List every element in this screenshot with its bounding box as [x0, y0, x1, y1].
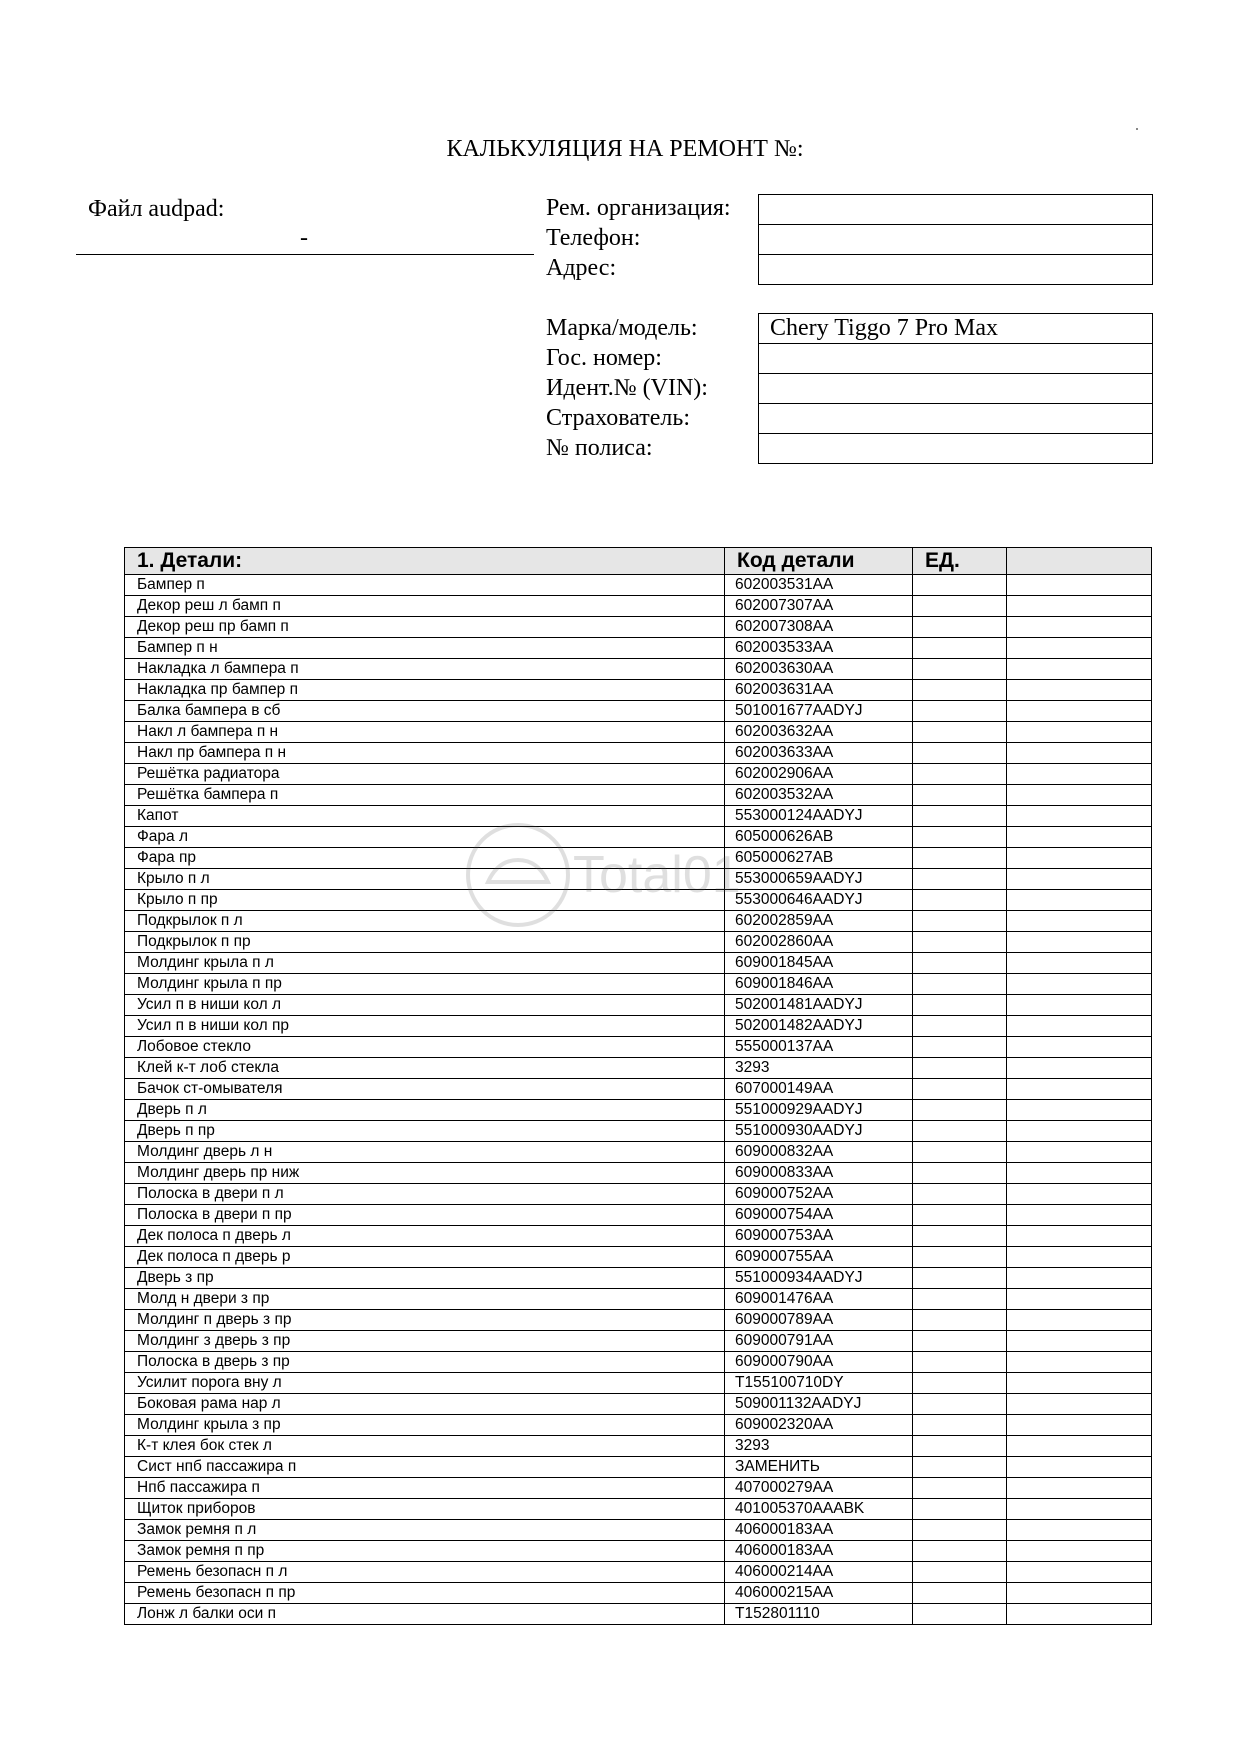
table-row: [125, 1289, 1152, 1310]
table-row: [125, 995, 1152, 1016]
part-name-cell: Молдинг дверь л н: [125, 1142, 725, 1163]
unit-cell: [913, 1226, 1007, 1247]
extra-cell: [1007, 1079, 1152, 1100]
extra-cell: [1007, 1541, 1152, 1562]
unit-cell: [913, 638, 1007, 659]
part-code-cell: 609000755AA: [725, 1247, 913, 1268]
extra-cell: [1007, 953, 1152, 974]
file-underline: [76, 254, 534, 255]
file-label: Файл audpad:: [88, 196, 225, 222]
part-code-cell: 602003633AA: [725, 743, 913, 764]
part-code-cell: 609001846AA: [725, 974, 913, 995]
table-body: [125, 575, 1152, 1625]
part-code-cell: 502001482AADYJ: [725, 1016, 913, 1037]
org-fields: [758, 194, 1153, 285]
table-row: [125, 575, 1152, 596]
vehicle-fields: [758, 313, 1153, 464]
org-labels: [546, 193, 731, 283]
unit-cell: [913, 1352, 1007, 1373]
table-row: [125, 1520, 1152, 1541]
vehicle-label-plate: Гос. номер:: [546, 345, 662, 371]
extra-cell: [1007, 1394, 1152, 1415]
part-name-cell: Молдинг п дверь з пр: [125, 1310, 725, 1331]
extra-cell: [1007, 869, 1152, 890]
table-header-row: [125, 548, 1152, 575]
part-name-cell: Замок ремня п л: [125, 1520, 725, 1541]
policy-field: [759, 433, 1152, 463]
extra-cell: [1007, 1310, 1152, 1331]
extra-cell: [1007, 1562, 1152, 1583]
part-code-cell: 602002860AA: [725, 932, 913, 953]
part-code-cell: 602003631AA: [725, 680, 913, 701]
part-name-cell: Бампер п н: [125, 638, 725, 659]
repair-org-field: [759, 195, 1152, 224]
part-code-cell: ЗАМЕНИТЬ: [725, 1457, 913, 1478]
unit-cell: [913, 1394, 1007, 1415]
unit-cell: [913, 659, 1007, 680]
unit-cell: [913, 1268, 1007, 1289]
part-name-cell: Ремень безопасн п пр: [125, 1583, 725, 1604]
table-row: [125, 1415, 1152, 1436]
unit-cell: [913, 722, 1007, 743]
table-row: [125, 1142, 1152, 1163]
insured-field: [759, 403, 1152, 433]
unit-cell: [913, 1478, 1007, 1499]
part-name-cell: Капот: [125, 806, 725, 827]
unit-cell: [913, 1310, 1007, 1331]
unit-cell: [913, 1184, 1007, 1205]
part-name-cell: Дверь з пр: [125, 1268, 725, 1289]
table-row: [125, 974, 1152, 995]
part-code-cell: 605000627AB: [725, 848, 913, 869]
extra-cell: [1007, 1205, 1152, 1226]
extra-cell: [1007, 638, 1152, 659]
extra-cell: [1007, 1352, 1152, 1373]
extra-cell: [1007, 764, 1152, 785]
extra-cell: [1007, 722, 1152, 743]
extra-cell: [1007, 1289, 1152, 1310]
part-name-cell: Декор реш л бамп п: [125, 596, 725, 617]
extra-cell: [1007, 1478, 1152, 1499]
table-row: [125, 806, 1152, 827]
table-row: [125, 680, 1152, 701]
vehicle-label-model: Марка/модель:: [546, 315, 698, 341]
table-row: [125, 827, 1152, 848]
part-name-cell: Дверь п пр: [125, 1121, 725, 1142]
table-row: [125, 1016, 1152, 1037]
extra-cell: [1007, 1058, 1152, 1079]
part-name-cell: Подкрылок п пр: [125, 932, 725, 953]
part-name-cell: Лобовое стекло: [125, 1037, 725, 1058]
vehicle-labels: [546, 313, 708, 463]
extra-cell: [1007, 1457, 1152, 1478]
page-title: КАЛЬКУЛЯЦИЯ НА РЕМОНТ №:: [446, 136, 804, 162]
extra-cell: [1007, 1331, 1152, 1352]
table-row: [125, 1331, 1152, 1352]
unit-cell: [913, 1142, 1007, 1163]
table-row: [125, 1163, 1152, 1184]
table-row: [125, 1100, 1152, 1121]
extra-cell: [1007, 1520, 1152, 1541]
table-row: [125, 1562, 1152, 1583]
extra-cell: [1007, 974, 1152, 995]
unit-cell: [913, 1436, 1007, 1457]
part-code-cell: 602003533AA: [725, 638, 913, 659]
table-row: [125, 596, 1152, 617]
extra-cell: [1007, 848, 1152, 869]
watermark-text: Total01: [573, 846, 741, 904]
part-code-cell: 406000183AA: [725, 1520, 913, 1541]
part-name-cell: Сист нпб пассажира п: [125, 1457, 725, 1478]
unit-cell: [913, 701, 1007, 722]
part-code-cell: 609000832AA: [725, 1142, 913, 1163]
table-row: [125, 1310, 1152, 1331]
unit-cell: [913, 911, 1007, 932]
table-row: [125, 785, 1152, 806]
extra-cell: [1007, 1604, 1152, 1625]
part-name-cell: Подкрылок п л: [125, 911, 725, 932]
part-name-cell: Молдинг з дверь з пр: [125, 1331, 725, 1352]
unit-cell: [913, 1079, 1007, 1100]
part-name-cell: Полоска в двери п л: [125, 1184, 725, 1205]
part-code-cell: 551000934AADYJ: [725, 1268, 913, 1289]
extra-cell: [1007, 617, 1152, 638]
table-row: [125, 1037, 1152, 1058]
part-code-cell: 607000149AA: [725, 1079, 913, 1100]
unit-cell: [913, 1016, 1007, 1037]
extra-cell: [1007, 806, 1152, 827]
extra-cell: [1007, 911, 1152, 932]
plate-field: [759, 343, 1152, 373]
part-code-cell: 602003630AA: [725, 659, 913, 680]
unit-cell: [913, 869, 1007, 890]
table-row: [125, 932, 1152, 953]
extra-cell: [1007, 1163, 1152, 1184]
org-label-address: Адрес:: [546, 255, 617, 281]
part-name-cell: Крыло п пр: [125, 890, 725, 911]
table-row: [125, 1058, 1152, 1079]
unit-cell: [913, 1058, 1007, 1079]
unit-cell: [913, 1604, 1007, 1625]
extra-cell: [1007, 995, 1152, 1016]
part-code-cell: 602003531AA: [725, 575, 913, 596]
unit-cell: [913, 1331, 1007, 1352]
unit-cell: [913, 1205, 1007, 1226]
table-row: [125, 1541, 1152, 1562]
part-code-cell: 553000646AADYJ: [725, 890, 913, 911]
unit-cell: [913, 743, 1007, 764]
part-name-cell: Решётка радиатора: [125, 764, 725, 785]
unit-cell: [913, 1100, 1007, 1121]
table-row: [125, 1499, 1152, 1520]
part-code-cell: 406000214AA: [725, 1562, 913, 1583]
table-row: [125, 1457, 1152, 1478]
part-name-cell: Боковая рама нар л: [125, 1394, 725, 1415]
extra-cell: [1007, 785, 1152, 806]
part-name-cell: Усил п в ниши кол л: [125, 995, 725, 1016]
unit-cell: [913, 806, 1007, 827]
extra-cell: [1007, 596, 1152, 617]
unit-cell: [913, 1457, 1007, 1478]
part-code-cell: 401005370AAABK: [725, 1499, 913, 1520]
part-code-cell: 609000790AA: [725, 1352, 913, 1373]
unit-cell: [913, 932, 1007, 953]
unit-cell: [913, 827, 1007, 848]
unit-cell: [913, 764, 1007, 785]
part-name-cell: Ремень безопасн п л: [125, 1562, 725, 1583]
part-code-cell: 502001481AADYJ: [725, 995, 913, 1016]
part-name-cell: Молд н двери з пр: [125, 1289, 725, 1310]
table-row: [125, 638, 1152, 659]
part-code-cell: 602002906AA: [725, 764, 913, 785]
part-code-cell: 406000183AA: [725, 1541, 913, 1562]
part-name-cell: Нпб пассажира п: [125, 1478, 725, 1499]
extra-cell: [1007, 1142, 1152, 1163]
unit-cell: [913, 1541, 1007, 1562]
vehicle-label-policy: № полиса:: [546, 435, 653, 461]
table-row: [125, 890, 1152, 911]
part-code-cell: 602007308AA: [725, 617, 913, 638]
part-name-cell: Полоска в двери п пр: [125, 1205, 725, 1226]
part-name-cell: Клей к-т лоб стекла: [125, 1058, 725, 1079]
unit-cell: [913, 1247, 1007, 1268]
part-name-cell: Накл л бампера п н: [125, 722, 725, 743]
part-name-cell: Щиток приборов: [125, 1499, 725, 1520]
part-code-cell: 609000754AA: [725, 1205, 913, 1226]
unit-cell: [913, 1121, 1007, 1142]
table-row: [125, 1352, 1152, 1373]
part-code-cell: 553000124AADYJ: [725, 806, 913, 827]
part-code-cell: 555000137AA: [725, 1037, 913, 1058]
part-name-cell: Молдинг крыла п пр: [125, 974, 725, 995]
unit-cell: [913, 995, 1007, 1016]
table-row: [125, 1121, 1152, 1142]
part-name-cell: Накладка пр бампер п: [125, 680, 725, 701]
part-code-cell: 609001845AA: [725, 953, 913, 974]
vehicle-label-insured: Страхователь:: [546, 405, 690, 431]
part-name-cell: К-т клея бок стек л: [125, 1436, 725, 1457]
org-label-phone: Телефон:: [546, 225, 641, 251]
table-row: [125, 953, 1152, 974]
unit-cell: [913, 848, 1007, 869]
part-name-cell: Молдинг дверь пр ниж: [125, 1163, 725, 1184]
part-name-cell: Бампер п: [125, 575, 725, 596]
part-code-cell: 553000659AADYJ: [725, 869, 913, 890]
part-code-cell: 602007307AA: [725, 596, 913, 617]
phone-field: [759, 224, 1152, 254]
unit-cell: [913, 1289, 1007, 1310]
unit-cell: [913, 1499, 1007, 1520]
table-row: [125, 1247, 1152, 1268]
table-row: [125, 848, 1152, 869]
part-name-cell: Бачок ст-омывателя: [125, 1079, 725, 1100]
unit-cell: [913, 680, 1007, 701]
unit-cell: [913, 1037, 1007, 1058]
table-row: [125, 1079, 1152, 1100]
table-row: [125, 764, 1152, 785]
part-name-cell: Молдинг крыла з пр: [125, 1415, 725, 1436]
unit-cell: [913, 1520, 1007, 1541]
part-code-cell: 509001132AADYJ: [725, 1394, 913, 1415]
part-name-cell: Усил п в ниши кол пр: [125, 1016, 725, 1037]
extra-cell: [1007, 701, 1152, 722]
unit-cell: [913, 1583, 1007, 1604]
extra-cell: [1007, 827, 1152, 848]
parts-table: [124, 547, 1152, 1625]
part-code-cell: 602003532AA: [725, 785, 913, 806]
table-row: [125, 869, 1152, 890]
table-row: [125, 1394, 1152, 1415]
part-name-cell: Лонж л балки оси п: [125, 1604, 725, 1625]
file-value: -: [300, 225, 308, 251]
part-code-cell: 609000789AA: [725, 1310, 913, 1331]
table-row: [125, 1226, 1152, 1247]
part-code-cell: T152801110: [725, 1604, 913, 1625]
unit-cell: [913, 596, 1007, 617]
part-code-cell: 3293: [725, 1058, 913, 1079]
unit-cell: [913, 974, 1007, 995]
vehicle-label-vin: Идент.№ (VIN):: [546, 375, 708, 401]
unit-cell: [913, 890, 1007, 911]
part-name-cell: Дек полоса п дверь л: [125, 1226, 725, 1247]
unit-cell: [913, 953, 1007, 974]
extra-cell: [1007, 1184, 1152, 1205]
extra-cell: [1007, 1247, 1152, 1268]
part-code-cell: 605000626AB: [725, 827, 913, 848]
table-row: [125, 701, 1152, 722]
unit-cell: [913, 1373, 1007, 1394]
header-part-code: Код детали: [725, 548, 913, 575]
part-code-cell: T155100710DY: [725, 1373, 913, 1394]
extra-cell: [1007, 1268, 1152, 1289]
part-code-cell: 551000930AADYJ: [725, 1121, 913, 1142]
extra-cell: [1007, 575, 1152, 596]
extra-cell: [1007, 1583, 1152, 1604]
table-row: [125, 722, 1152, 743]
org-label-repair-org: Рем. организация:: [546, 195, 731, 221]
part-name-cell: Полоска в дверь з пр: [125, 1352, 725, 1373]
part-name-cell: Накладка л бампера п: [125, 659, 725, 680]
table-row: [125, 743, 1152, 764]
extra-cell: [1007, 932, 1152, 953]
extra-cell: [1007, 1415, 1152, 1436]
part-name-cell: Фара л: [125, 827, 725, 848]
extra-cell: [1007, 1226, 1152, 1247]
table-row: [125, 1604, 1152, 1625]
part-name-cell: Крыло п л: [125, 869, 725, 890]
vin-field: [759, 373, 1152, 403]
extra-cell: [1007, 1121, 1152, 1142]
part-code-cell: 609002320AA: [725, 1415, 913, 1436]
part-code-cell: 609000791AA: [725, 1331, 913, 1352]
part-code-cell: 602003632AA: [725, 722, 913, 743]
part-name-cell: Молдинг крыла п л: [125, 953, 725, 974]
part-code-cell: 406000215AA: [725, 1583, 913, 1604]
part-name-cell: Дек полоса п дверь р: [125, 1247, 725, 1268]
unit-cell: [913, 1163, 1007, 1184]
extra-cell: [1007, 1037, 1152, 1058]
extra-cell: [1007, 890, 1152, 911]
address-field: [759, 254, 1152, 284]
table-row: [125, 1478, 1152, 1499]
part-name-cell: Дверь п л: [125, 1100, 725, 1121]
extra-cell: [1007, 659, 1152, 680]
part-code-cell: 609000833AA: [725, 1163, 913, 1184]
part-name-cell: Накл пр бампера п н: [125, 743, 725, 764]
part-code-cell: 551000929AADYJ: [725, 1100, 913, 1121]
part-name-cell: Фара пр: [125, 848, 725, 869]
extra-cell: [1007, 1499, 1152, 1520]
table-row: [125, 659, 1152, 680]
extra-cell: [1007, 1373, 1152, 1394]
extra-cell: [1007, 743, 1152, 764]
table-row: [125, 1583, 1152, 1604]
unit-cell: [913, 785, 1007, 806]
unit-cell: [913, 1415, 1007, 1436]
part-name-cell: Решётка бампера п: [125, 785, 725, 806]
header-blank: [1007, 548, 1152, 575]
part-name-cell: Замок ремня п пр: [125, 1541, 725, 1562]
table-row: [125, 911, 1152, 932]
extra-cell: [1007, 1016, 1152, 1037]
unit-cell: [913, 1562, 1007, 1583]
table-row: [125, 617, 1152, 638]
part-code-cell: 602002859AA: [725, 911, 913, 932]
part-name-cell: Усилит порога вну л: [125, 1373, 725, 1394]
header-unit: ЕД.: [913, 548, 1007, 575]
table-row: [125, 1373, 1152, 1394]
extra-cell: [1007, 1436, 1152, 1457]
part-code-cell: 609001476AA: [725, 1289, 913, 1310]
part-name-cell: Балка бампера в сб: [125, 701, 725, 722]
header-parts: 1. Детали:: [125, 548, 725, 575]
unit-cell: [913, 617, 1007, 638]
unit-cell: [913, 575, 1007, 596]
part-name-cell: Декор реш пр бамп п: [125, 617, 725, 638]
part-code-cell: 3293: [725, 1436, 913, 1457]
table-row: [125, 1436, 1152, 1457]
stray-dot: [1136, 128, 1138, 130]
table-row: [125, 1205, 1152, 1226]
extra-cell: [1007, 1100, 1152, 1121]
model-field: Chery Tiggo 7 Pro Max: [770, 315, 999, 341]
table-row: [125, 1268, 1152, 1289]
extra-cell: [1007, 680, 1152, 701]
part-code-cell: 609000752AA: [725, 1184, 913, 1205]
part-code-cell: 407000279AA: [725, 1478, 913, 1499]
table-row: [125, 1184, 1152, 1205]
part-code-cell: 501001677AADYJ: [725, 701, 913, 722]
part-code-cell: 609000753AA: [725, 1226, 913, 1247]
